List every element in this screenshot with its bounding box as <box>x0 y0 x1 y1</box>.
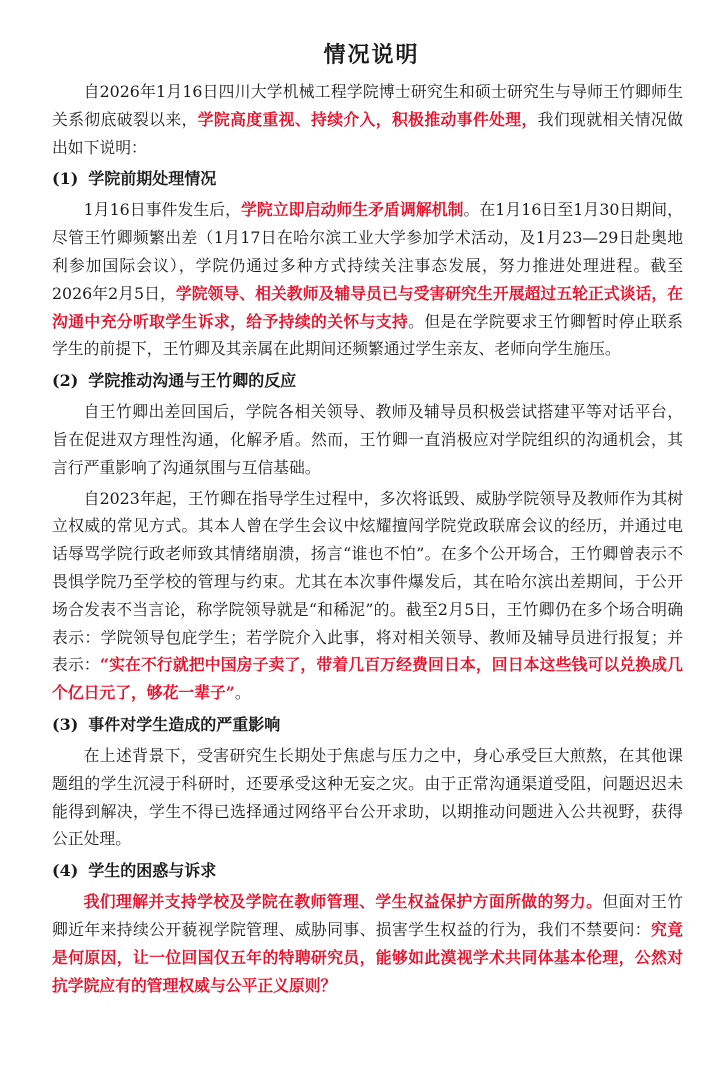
section-heading <box>52 856 683 886</box>
highlighted-text: 学院立即启动师生矛盾调解机制 <box>241 200 464 220</box>
section-paragraph <box>52 742 683 853</box>
highlighted-text: 学院领导、相关教师及辅导员已与受害研究生开展超过五轮正式谈话，在沟通中充分听取学生诉求，给予持续的关怀与支持 <box>52 283 683 331</box>
body-text: 在上述背景下，受害研究生长期处于焦虑与压力之中，身心承受巨大煎熬，在其他课题组的学生沉浸于科研时，还要承受这种无妄之灾。由于正常沟通渠道受阻，问题迟迟未能得到解决，学生不得已选择通过网络平台公开求助，以期推动问题进入公共视野，获得公正处理。 <box>52 745 683 849</box>
highlighted-text: “实在不行就把中国房子卖了，带着几百万经费回日本，回日本这些钱可以兑换成几个亿日元了，够花一辈子” <box>52 655 683 703</box>
document-title: 情况说明 <box>323 42 420 68</box>
section-number: (1) <box>52 169 79 189</box>
section-number: (4) <box>52 861 79 881</box>
section-paragraph <box>52 398 683 481</box>
body-text: 但面对王竹卿近年来持续公开藐视学院管理、威胁同事、损害学生权益的行为，我们不禁要问： <box>52 892 683 939</box>
body-text: 。 <box>234 683 251 703</box>
body-text: 。但是在学院要求王竹卿暂时停止联系学生的前提下，王竹卿及其亲属在此期间还频繁通过学生亲友、老师向学生施压。 <box>52 311 683 359</box>
section-heading-text: 事件对学生造成的严重影响 <box>88 714 281 734</box>
section-paragraph <box>52 196 683 363</box>
section-heading <box>52 366 683 396</box>
section-number: (3) <box>52 714 79 734</box>
section-paragraph <box>52 485 683 707</box>
section-heading-text: 学生的困惑与诉求 <box>88 861 217 881</box>
body-text: 我们现就相关情况做出如下说明： <box>52 109 683 157</box>
section-heading-text: 学院推动沟通与王竹卿的反应 <box>88 371 297 391</box>
section-number: (2) <box>52 371 79 391</box>
section-heading-text: 学院前期处理情况 <box>88 169 217 189</box>
sections-container <box>52 164 683 999</box>
body-text: 自王竹卿出差回国后，学院各相关领导、教师及辅导员积极尝试搭建平等对话平台，旨在促进双方理性沟通，化解矛盾。然而，王竹卿一直消极应对学院组织的沟通机会，其言行严重影响了沟通氛围与互信基础。 <box>52 402 683 477</box>
body-text: 自2023年起，王竹卿在指导学生过程中，多次将诋毁、威胁学院领导及教师作为其树立权威的常见方式。其本人曾在学生会议中炫耀擅闯学院党政联席会议的经历，并通过电话辱骂学院行政老师致其情绪崩溃，扬言“谁也不怕”。在多个公开场合，王竹卿曾表示不畏惧学院乃至学校的管理与约束。尤其在本次事件爆发后，其在哈尔滨出差期间，于公开场合发表不当言论，称学院领导就是“和稀泥”的。截至2月5日，王竹卿仍在多个场合明确表示：学院领导包庇学生；若学院介入此事，将对相关领导、教师及辅导员进行报复；并表示： <box>52 488 683 675</box>
body-text: 自2026年1月16日四川大学机械工程学院博士研究生和硕士研究生与导师王竹卿师生关系彻底破裂以来， <box>52 82 683 129</box>
body-text: 。在1月16日至1月30日期间，尽管王竹卿频繁出差（1月17日在哈尔滨工业大学参加学术活动，及1月23—29日赴奥地利参加国际会议），学院仍通过多种方式持续关注事态发展，努力推进处理进程。截至2026年2月5日， <box>52 200 683 303</box>
highlighted-text: 究竟是何原因，让一位回国仅五年的特聘研究员，能够如此漠视学术共同体基本伦理，公然对抗学院应有的管理权威与公平正义原则？ <box>52 919 683 995</box>
highlighted-text: 学院高度重视、持续介入，积极推动事件处理， <box>197 109 538 129</box>
section-heading <box>52 164 683 194</box>
section-paragraph <box>52 888 683 999</box>
body-text: 1月16日事件发生后， <box>83 200 242 220</box>
section-heading <box>52 710 683 740</box>
highlighted-text: 我们理解并支持学校及学院在教师管理、学生权益保护方面所做的努力。 <box>83 892 603 912</box>
intro-paragraph <box>52 78 683 161</box>
